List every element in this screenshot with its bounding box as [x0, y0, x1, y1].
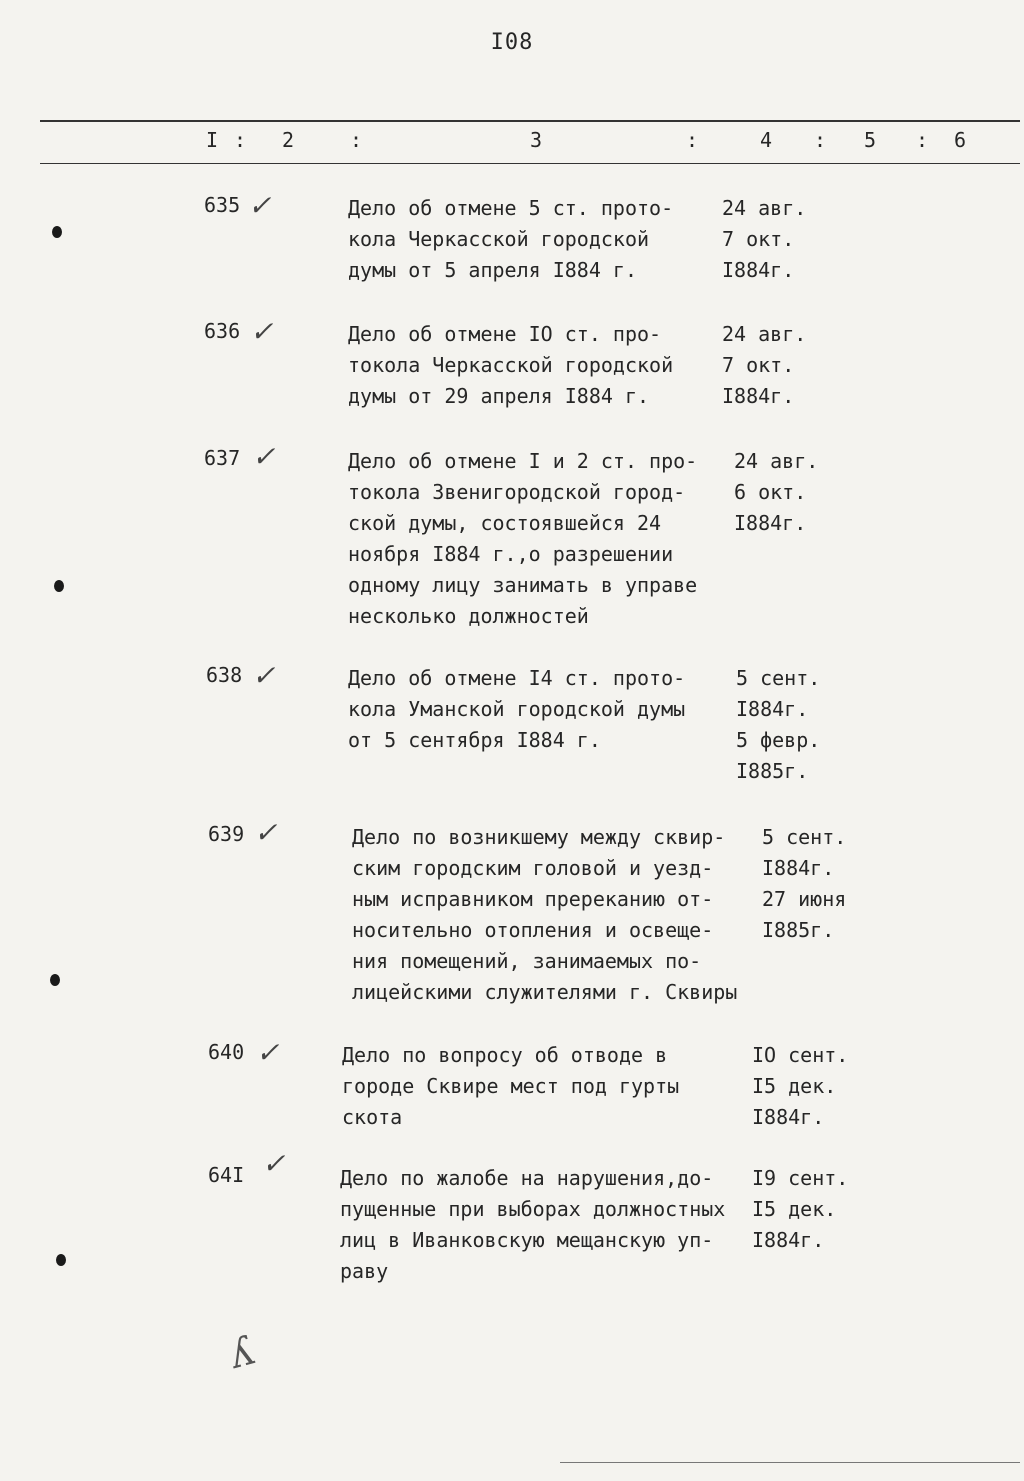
column-header-4: 4 — [760, 128, 773, 152]
case-description: Дело по вопросу об отводе в городе Сквире мест под гурты скота — [342, 1043, 680, 1129]
case-dates: 5 сент. I884г. 5 февр. I885г. — [736, 666, 821, 783]
case-description: Дело по возникшему между сквир- ским городским головой и уезд- ным исправником пререканию от- носительно отопления и освеще- ния помещений, занимаемых по- лицейскими служителями г. Сквиры — [352, 825, 738, 1004]
check-mark-icon: ✓ — [262, 1147, 286, 1180]
case-number: 636 — [204, 319, 241, 343]
case-description: Дело об отмене I4 ст. прото- кола Уманской городской думы от 5 сентября I884 г. — [348, 666, 686, 752]
case-dates: 24 авг. 7 окт. I884г. — [722, 322, 807, 408]
handwritten-scribble-mark: ʎ — [224, 1327, 259, 1379]
check-mark-icon: ✓ — [252, 659, 276, 692]
case-dates: 24 авг. 6 окт. I884г. — [734, 449, 819, 535]
binding-hole-mark — [54, 580, 64, 592]
check-mark-icon: ✓ — [254, 816, 278, 849]
column-header-3: 3 — [530, 128, 543, 152]
check-mark-icon: ✓ — [248, 189, 272, 222]
case-number: 640 — [208, 1040, 245, 1064]
binding-hole-mark — [52, 226, 62, 238]
column-header-6: 6 — [954, 128, 967, 152]
binding-hole-mark — [56, 1254, 66, 1266]
column-header-row — [0, 128, 1024, 158]
case-description: Дело об отмене 5 ст. прото- кола Черкасской городской думы от 5 апреля I884 г. — [348, 196, 674, 282]
column-separator: : — [350, 128, 363, 152]
column-separator: : — [686, 128, 699, 152]
case-number: 635 — [204, 193, 241, 217]
column-separator: : — [234, 128, 247, 152]
check-mark-icon: ✓ — [250, 315, 274, 348]
column-header-1: I — [206, 128, 219, 152]
case-description: Дело об отмене I и 2 ст. про- токола Звенигородской город- ской думы, состоявшейся 24 ноября I884 г.,о разрешении одному лицу занимать в управе несколько должностей — [348, 449, 698, 628]
binding-hole-mark — [50, 974, 60, 986]
column-header-5: 5 — [864, 128, 877, 152]
check-mark-icon: ✓ — [256, 1036, 280, 1069]
header-top-rule — [40, 120, 1020, 122]
case-number: 638 — [206, 663, 243, 687]
column-separator: : — [916, 128, 929, 152]
check-mark-icon: ✓ — [252, 440, 276, 473]
case-description: Дело об отмене IO ст. про- токола Черкасской городской думы от 29 апреля I884 г. — [348, 322, 674, 408]
column-header-2: 2 — [282, 128, 295, 152]
case-description: Дело по жалобе на нарушения,до- пущенные при выборах должностных лиц в Иванковскую мещанскую уп- раву — [340, 1166, 726, 1283]
case-number: 64I — [208, 1163, 245, 1187]
header-bottom-rule — [40, 163, 1020, 164]
case-dates: I9 сент. I5 дек. I884г. — [752, 1166, 849, 1252]
case-dates: 24 авг. 7 окт. I884г. — [722, 196, 807, 282]
bottom-edge-line — [560, 1462, 1020, 1463]
page-number: I08 — [490, 30, 534, 55]
case-number: 639 — [208, 822, 245, 846]
case-dates: 5 сент. I884г. 27 июня I885г. — [762, 825, 847, 942]
case-number: 637 — [204, 446, 241, 470]
column-separator: : — [814, 128, 827, 152]
case-dates: IO сент. I5 дек. I884г. — [752, 1043, 849, 1129]
